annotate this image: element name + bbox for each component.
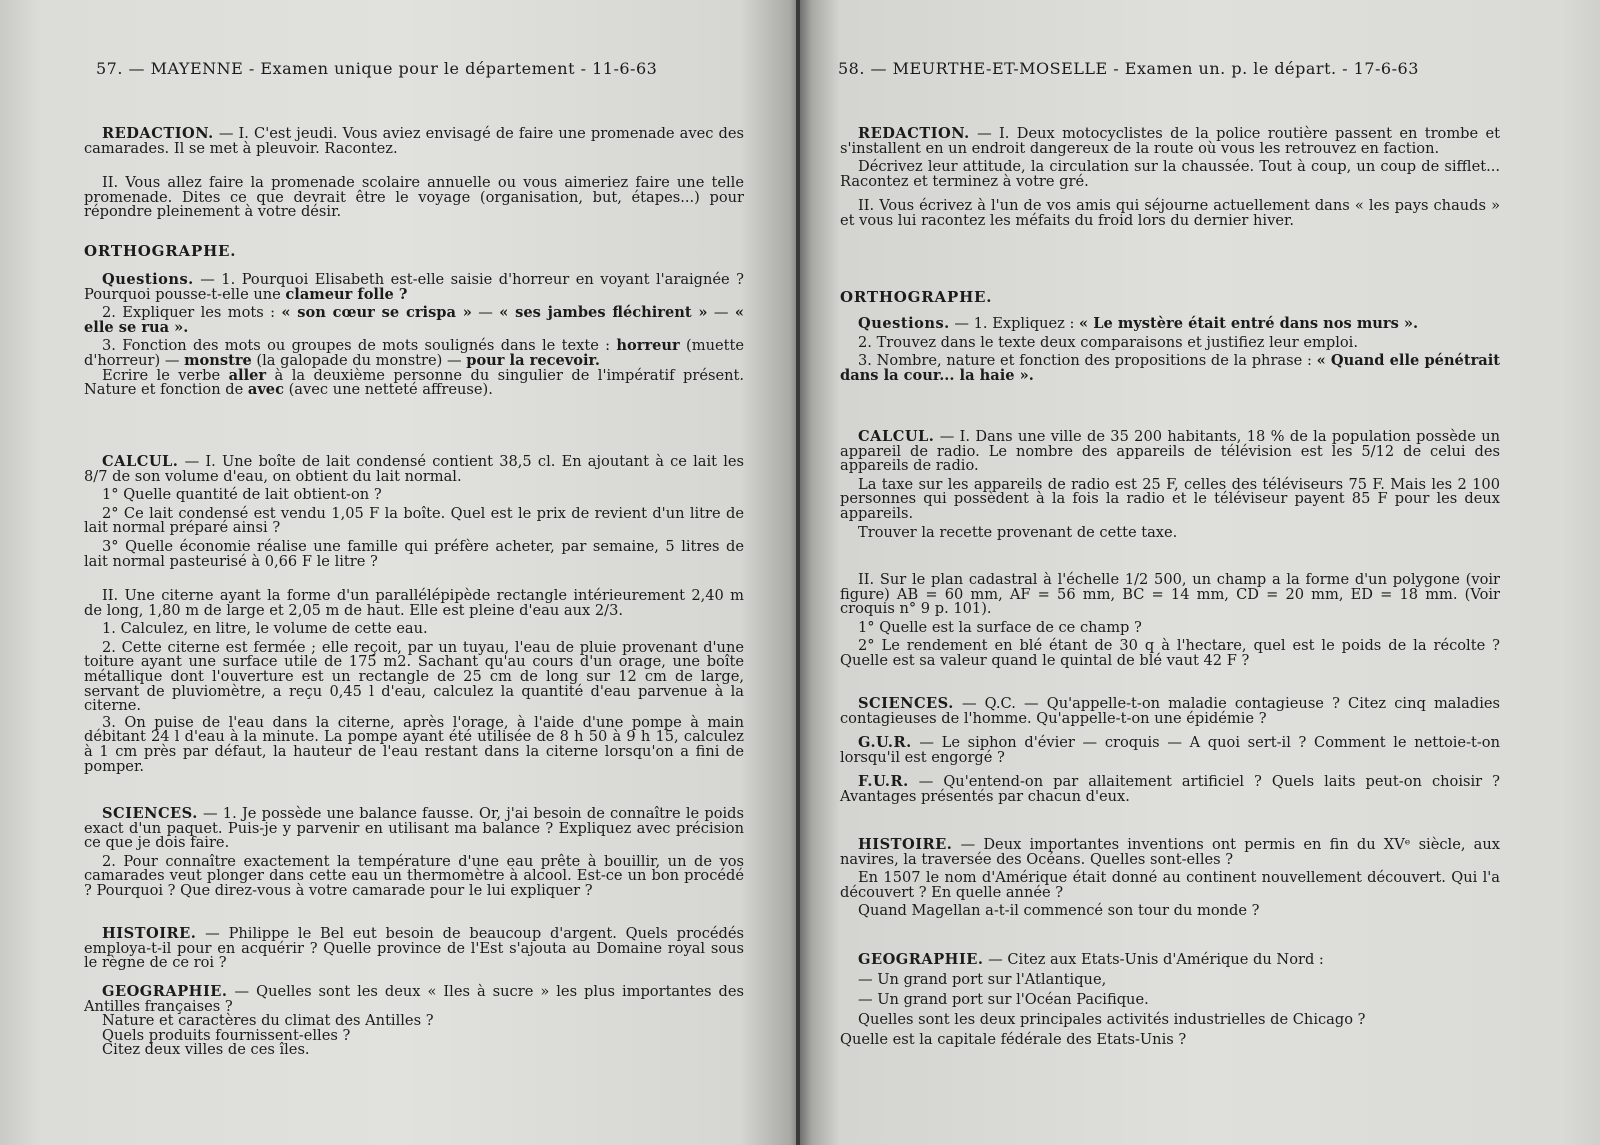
calcul-label: CALCUL. bbox=[102, 453, 179, 470]
left-geographie bbox=[84, 985, 744, 1058]
r-geographie-label: GEOGRAPHIE. bbox=[858, 951, 984, 968]
q4-d: avec bbox=[247, 381, 284, 399]
right-page-header: 58. — MEURTHE-ET-MOSELLE - Examen un. p. le départ. - 17-6-63 bbox=[838, 59, 1419, 78]
sciences-p2: 2. Pour connaître exactement la température d'une eau prête à bouillir, un de vos camarades veut plonger dans cette eau un thermomètre à alcool. Est-ce un bon procédé ? Pourquoi ? Que direz-vous à votre camarade pour le lui expliquer ? bbox=[84, 852, 744, 899]
q2-b: « son cœur se crispa » bbox=[281, 304, 472, 322]
histoire-label: HISTOIRE. bbox=[102, 925, 197, 942]
left-sciences bbox=[84, 807, 744, 899]
right-sciences bbox=[840, 697, 1500, 805]
r-q1-b: « Le mystère était entré dans nos murs ». bbox=[1079, 315, 1419, 332]
r-q3-a: 3. Nombre, nature et fonction des propositions de la phrase : bbox=[858, 352, 1317, 370]
geographie-label: GEOGRAPHIE. bbox=[102, 983, 228, 1000]
r-histoire-p3: Quand Magellan a-t-il commencé son tour du monde ? bbox=[858, 902, 1260, 920]
fur-text: — Qu'entend-on par allaitement artificiel ? Quels laits peut-on choisir ? Avantages présentés par chacun d'eux. bbox=[840, 773, 1500, 805]
q3-f: pour la recevoir. bbox=[466, 351, 600, 369]
r-geographie-l3: — Un grand port sur l'Océan Pacifique. bbox=[858, 991, 1149, 1008]
r-redaction-p1: — I. Deux motocyclistes de la police routière passent en trombe et s'installent en un endroit dangereux de la route où vous les retrouvez en faction. bbox=[840, 125, 1500, 157]
r-q1-a: — 1. Expliquez : bbox=[949, 315, 1080, 332]
redaction-ii: II. Vous allez faire la promenade scolaire annuelle ou vous aimeriez faire une telle promenade. Dites ce que devrait être le voyage (organisation, but, étapes...) pour répondre pleinement à votre désir. bbox=[84, 174, 744, 221]
q3-e: (la galopade du monstre) — bbox=[251, 351, 467, 369]
r-calcul-label: CALCUL. bbox=[858, 428, 935, 445]
left-calcul-i bbox=[84, 455, 744, 569]
r-questions-label: Questions. bbox=[858, 315, 950, 332]
redaction-label: REDACTION. bbox=[102, 125, 214, 142]
q4-a: Ecrire le verbe bbox=[102, 366, 229, 384]
calcul-i-q3: 3° Quelle économie réalise une famille qui préfère acheter, par semaine, 5 litres de lait normal pasteurisé à 0,66 F le litre ? bbox=[84, 537, 744, 570]
r-calcul-ii-q2: 2° Le rendement en blé étant de 30 q à l'hectare, quel est le poids de la récolte ? Quelle est sa valeur quand le quintal de blé vaut 42 F ? bbox=[840, 637, 1500, 669]
r-histoire-label: HISTOIRE. bbox=[858, 836, 953, 853]
r-sciences-p1: — Q.C. — Qu'appelle-t-on maladie contagieuse ? Citez cinq maladies contagieuses de l'homme. Qu'appelle-t-on une épidémie ? bbox=[840, 695, 1500, 727]
q1-bold: clameur folle ? bbox=[285, 285, 408, 303]
q2-e: — bbox=[707, 304, 735, 322]
questions-label: Questions. bbox=[102, 271, 194, 288]
q4-c: à la deuxième personne du singulier de l'impératif présent. Nature et fonction de bbox=[84, 366, 745, 399]
right-histoire bbox=[840, 838, 1500, 919]
q2-c: — bbox=[471, 304, 500, 322]
q2-f: « elle se rua ». bbox=[84, 304, 745, 336]
q2-d: « ses jambes fléchirent » bbox=[499, 304, 708, 322]
r-redaction-p3: II. Vous écrivez à l'un de vos amis qui séjourne actuellement dans « les pays chauds » et vous lui racontez les méfaits du froid lors du dernier hiver. bbox=[840, 197, 1500, 229]
calcul-i-q1: 1° Quelle quantité de lait obtient-on ? bbox=[102, 486, 382, 504]
q1-text: — 1. Pourquoi Elisabeth est-elle saisie d'horreur en voyant l'araignée ? Pourquoi pousse-t-elle une bbox=[84, 271, 744, 303]
r-redaction-p2: Décrivez leur attitude, la circulation sur la chaussée. Tout à coup, un coup de sifflet... Racontez et terminez à votre gré. bbox=[840, 158, 1500, 190]
fur-label: F.U.R. bbox=[858, 773, 909, 791]
geographie-l3: Quels produits fournissent-elles ? bbox=[102, 1026, 351, 1044]
left-redaction bbox=[84, 127, 744, 220]
right-orthographe-title: ORTHOGRAPHE. bbox=[840, 288, 993, 306]
r-redaction-label: REDACTION. bbox=[858, 125, 970, 142]
geographie-l4: Citez deux villes de ces îles. bbox=[102, 1041, 310, 1059]
r-sciences-label: SCIENCES. bbox=[858, 695, 954, 712]
calcul-ii-q1: 1. Calculez, en litre, le volume de cette eau. bbox=[102, 620, 428, 638]
q4-e: (avec une netteté affreuse). bbox=[283, 381, 493, 399]
gur-text: — Le siphon d'évier — croquis — A quoi sert-il ? Comment le nettoie-t-on lorsqu'il est engorgé ? bbox=[840, 734, 1500, 766]
right-orthographe bbox=[840, 317, 1500, 383]
right-calcul-ii bbox=[840, 573, 1500, 669]
r-q3-b: « Quand elle pénétrait dans la cour... la haie ». bbox=[840, 352, 1501, 384]
r-histoire-p2: En 1507 le nom d'Amérique était donné au continent nouvellement découvert. Qui l'a découvert ? En quelle année ? bbox=[840, 869, 1500, 901]
q4-b: aller bbox=[228, 366, 267, 384]
calcul-ii-q3: 3. On puise de l'eau dans la citerne, après l'orage, à l'aide d'une pompe à main débitant 24 l d'eau à la minute. La pompe ayant été utilisée de 8 h 50 à 9 h 15, calculez à 1 cm près par défaut, la hauteur de l'eau restant dans la citerne lorsqu'on a fini de pomper. bbox=[84, 713, 744, 775]
q3-c: (muette d'horreur) — bbox=[84, 337, 744, 369]
redaction-text: — I. C'est jeudi. Vous aviez envisagé de faire une promenade avec des camarades. Il se met à pleuvoir. Racontez. bbox=[84, 125, 744, 157]
r-calcul-i-p1: — I. Dans une ville de 35 200 habitants, 18 % de la population possède un appareil de radio. Le nombre des appareils de télévision est les 5/12 de celui des appareils de radio. bbox=[840, 428, 1500, 475]
r-geographie-l5: Quelle est la capitale fédérale des Etats-Unis ? bbox=[840, 1031, 1187, 1048]
r-calcul-i-p3: Trouver la recette provenant de cette taxe. bbox=[858, 523, 1178, 541]
calcul-ii-q2: 2. Cette citerne est fermée ; elle reçoit, par un tuyau, l'eau de pluie provenant d'une toiture ayant une surface utile de 175 m2. Sachant qu'au cours d'un orage, une boîte métallique dont l'ouverture est un rectangle de 25 cm de long sur 12 cm de large, servant de pluviomètre, a reçu 0,45 l d'eau, calculez la quantité d'eau parvenue à la citerne. bbox=[84, 638, 744, 715]
q3-b: horreur bbox=[616, 337, 680, 355]
right-geographie bbox=[840, 950, 1500, 1050]
left-orthographe-title: ORTHOGRAPHE. bbox=[84, 242, 237, 260]
right-page bbox=[800, 0, 1600, 1145]
geographie-l2: Nature et caractères du climat des Antilles ? bbox=[102, 1012, 434, 1030]
q2-a: 2. Expliquer les mots : bbox=[102, 304, 282, 322]
left-orthographe bbox=[84, 273, 744, 398]
r-calcul-ii-p1: II. Sur le plan cadastral à l'échelle 1/2 500, un champ a la forme d'un polygone (voir figure) AB = 60 mm, AF = 56 mm, BC = 14 mm, CD = 20 mm, ED = 18 mm. (Voir croquis n° 9 p. 101). bbox=[840, 571, 1500, 618]
left-histoire bbox=[84, 927, 744, 971]
histoire-p1: — Philippe le Bel eut besoin de beaucoup d'argent. Quels procédés employa-t-il pour en acquérir ? Quelle province de l'Est s'ajouta au Domaine royal sous le règne de ce roi ? bbox=[84, 925, 744, 972]
q3-a: 3. Fonction des mots ou groupes de mots soulignés dans le texte : bbox=[102, 337, 617, 355]
right-redaction bbox=[840, 127, 1500, 229]
r-calcul-i-p2: La taxe sur les appareils de radio est 25 F, celles des téléviseurs 75 F. Mais les 2 100 personnes qui possèdent à la fois la radio et le téléviseur payent 85 F pour les deux appareils. bbox=[840, 475, 1500, 522]
left-calcul-ii bbox=[84, 589, 744, 774]
calcul-i-intro: — I. Une boîte de lait condensé contient 38,5 cl. En ajoutant à ce lait les 8/7 de son volume d'eau, on obtient du lait normal. bbox=[84, 453, 744, 485]
calcul-i-q2: 2° Ce lait condensé est vendu 1,05 F la boîte. Quel est le prix de revient d'un litre de lait normal préparé ainsi ? bbox=[84, 504, 744, 537]
geographie-p1: — Quelles sont les deux « Iles à sucre » les plus importantes des Antilles françaises ? bbox=[84, 983, 744, 1015]
r-geographie-p1: — Citez aux Etats-Unis d'Amérique du Nord : bbox=[983, 951, 1324, 968]
gur-label: G.U.R. bbox=[858, 734, 912, 752]
r-geographie-l2: — Un grand port sur l'Atlantique, bbox=[858, 971, 1107, 988]
r-q2: 2. Trouvez dans le texte deux comparaisons et justifiez leur emploi. bbox=[858, 333, 1358, 351]
sciences-p1: — 1. Je possède une balance fausse. Or, j'ai besoin de connaître le poids exact d'un paquet. Puis-je y parvenir en utilisant ma balance ? Expliquez avec précision ce que je dois faire. bbox=[84, 805, 744, 852]
r-histoire-p1: — Deux importantes inventions ont permis en fin du XVᵉ siècle, aux navires, la traversée des Océans. Quelles sont-elles ? bbox=[840, 836, 1500, 868]
q3-d: monstre bbox=[184, 351, 252, 369]
r-calcul-ii-q1: 1° Quelle est la surface de ce champ ? bbox=[858, 618, 1142, 636]
right-calcul-i bbox=[840, 430, 1500, 540]
sciences-label: SCIENCES. bbox=[102, 805, 198, 822]
left-page-header: 57. — MAYENNE - Examen unique pour le département - 11-6-63 bbox=[96, 59, 658, 78]
calcul-ii-intro: II. Une citerne ayant la forme d'un parallélépipède rectangle intérieurement 2,40 m de long, 1,80 m de large et 2,05 m de haut. Elle est pleine d'eau aux 2/3. bbox=[84, 587, 744, 619]
r-geographie-l4: Quelles sont les deux principales activités industrielles de Chicago ? bbox=[858, 1011, 1366, 1028]
